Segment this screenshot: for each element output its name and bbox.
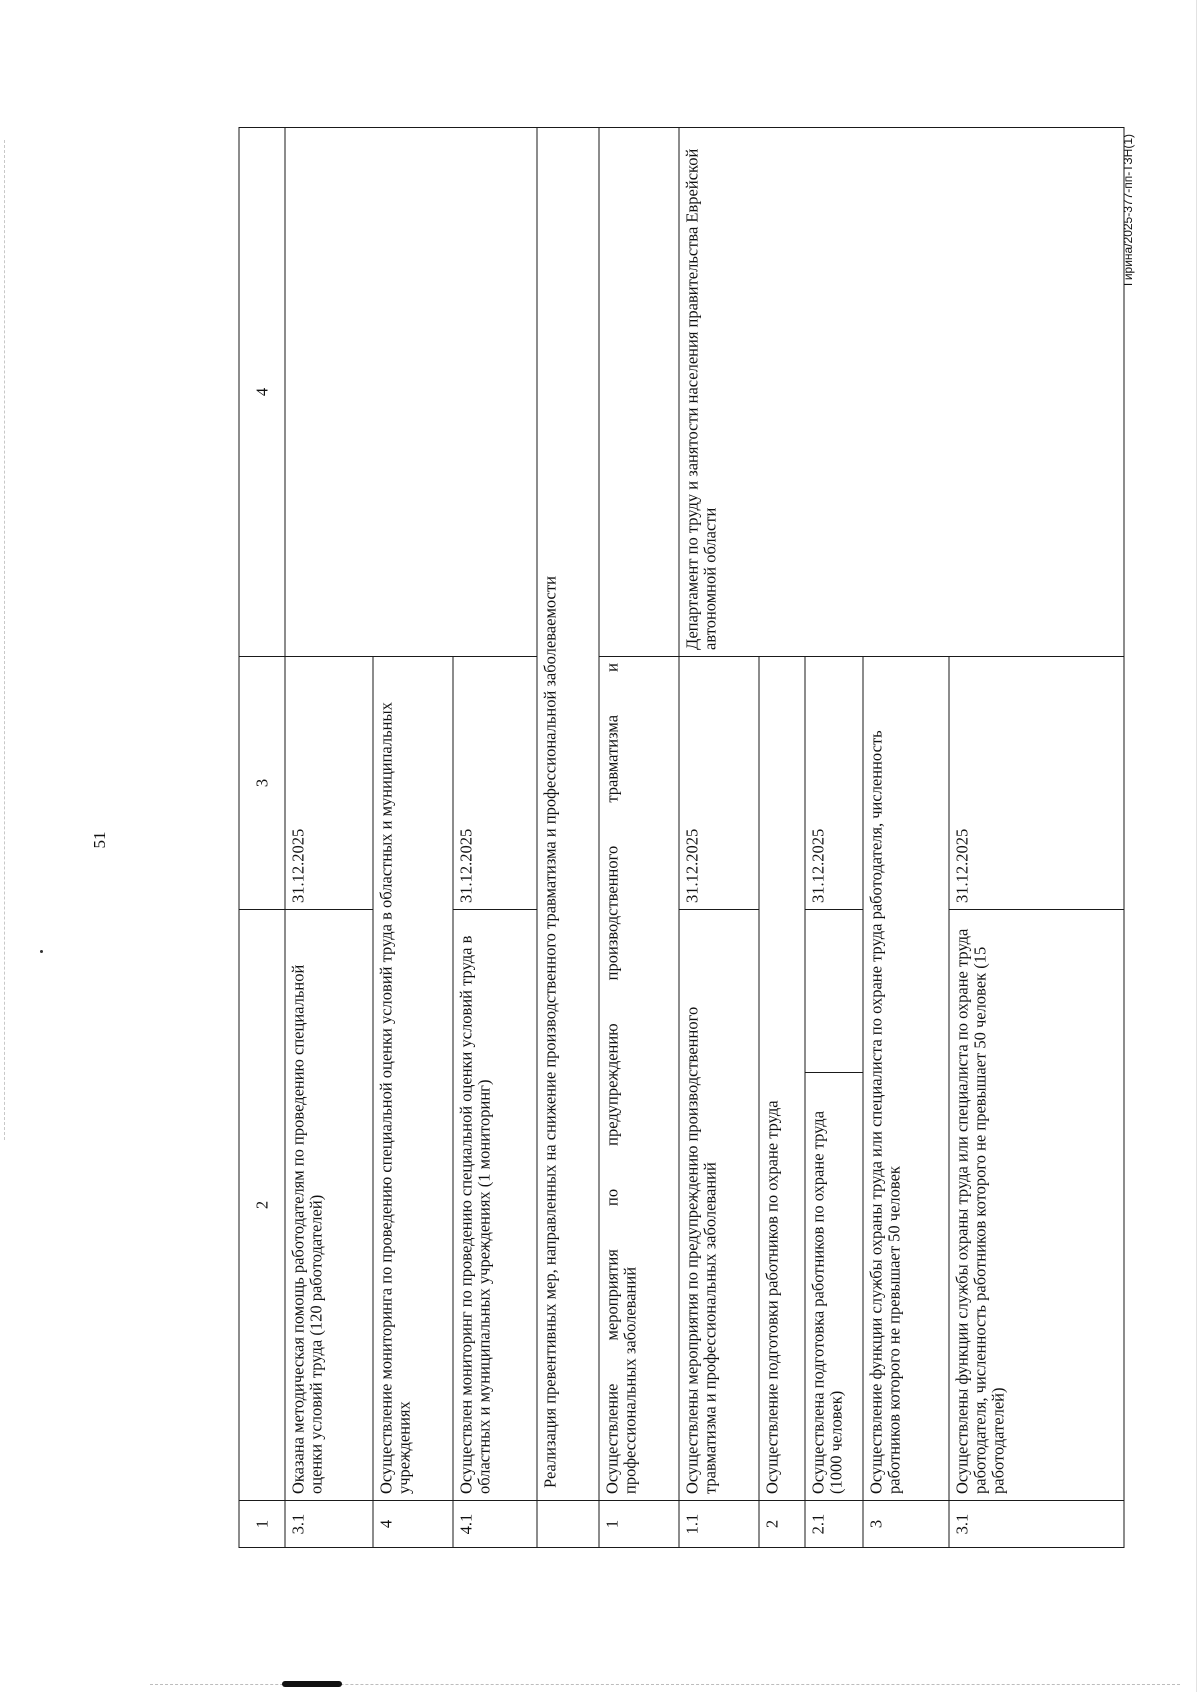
scan-edge-right xyxy=(1196,0,1197,1692)
table-row xyxy=(679,128,759,1548)
row-description: Оказана методическая помощь работодателям по проведению специальной оценки условий труда (120 работодателей) xyxy=(285,910,373,1501)
section-title: Реализация превентивных мер, направленных на снижение производственного травматизма и профессиональной заболеваемости xyxy=(537,128,599,1501)
row-description: Осуществление мониторинга по проведению специальной оценки условий труда в областных и муниципальных учреждениях xyxy=(373,657,453,1501)
row-deadline: 31.12.2025 xyxy=(679,657,759,910)
row-description: Осуществление подготовки работников по охране труда xyxy=(759,657,805,1501)
row-number: 1.1 xyxy=(679,1501,759,1548)
row-description: Осуществлены функции службы охраны труда или специалиста по охране труда работодателя, численность работников которого не превышает 50 человек (15 работодателей) xyxy=(949,910,1124,1501)
header-col-1: 1 xyxy=(239,1501,285,1548)
row-subcell-empty xyxy=(805,910,863,1073)
table-row xyxy=(285,128,373,1548)
row-number xyxy=(537,1501,599,1548)
row-deadline: 31.12.2025 xyxy=(949,657,1124,910)
table-header-row xyxy=(239,128,285,1548)
activities-table xyxy=(239,127,1125,1548)
scan-speck xyxy=(40,950,43,953)
section-row xyxy=(537,128,599,1548)
document-code: Гирина/2025-377-пп-ТЗН(1) xyxy=(1121,133,1135,287)
header-col-2: 2 xyxy=(239,910,285,1501)
row-deadline: 31.12.2025 xyxy=(285,657,373,910)
row-description xyxy=(599,657,679,1501)
row-number: 3.1 xyxy=(949,1501,1124,1548)
row-number: 2.1 xyxy=(805,1501,863,1548)
row-description-line-2: профессиональных заболеваний xyxy=(620,1266,640,1494)
scan-edge-left xyxy=(4,140,5,1140)
scan-blot xyxy=(282,1681,342,1687)
row-number: 3.1 xyxy=(285,1501,373,1548)
page-number: 51 xyxy=(90,831,109,849)
row-description: Осуществлена подготовка работников по охране труда (1000 человек) xyxy=(805,1073,863,1501)
row-description: Осуществлены мероприятия по предупреждению производственного травматизма и профессиональных заболеваний xyxy=(679,910,759,1501)
row-number: 4.1 xyxy=(453,1501,537,1548)
document-table-frame xyxy=(239,128,1124,1548)
row-number: 3 xyxy=(863,1501,949,1548)
table-row xyxy=(599,128,679,1548)
row-executor-empty xyxy=(285,128,537,657)
row-number: 4 xyxy=(373,1501,453,1548)
row-executor-empty xyxy=(599,128,679,657)
row-deadline: 31.12.2025 xyxy=(453,657,537,910)
row-number: 2 xyxy=(759,1501,805,1548)
row-number: 1 xyxy=(599,1501,679,1548)
row-description-line-1: Осуществление мероприятия по предупреждению производственного травматизма и xyxy=(602,663,622,1494)
row-executor: Департамент по труду и занятости населения правительства Еврейской автономной области xyxy=(679,128,1124,657)
row-deadline: 31.12.2025 xyxy=(805,657,863,910)
row-description: Осуществление функции службы охраны труда или специалиста по охране труда работодателя, численность работников которого не превышает 50 человек xyxy=(863,657,949,1501)
header-col-4: 4 xyxy=(239,128,285,657)
header-col-3: 3 xyxy=(239,657,285,910)
row-description: Осуществлен мониторинг по проведению специальной оценки условий труда в областных и муниципальных учреждениях (1 мониторинг) xyxy=(453,910,537,1501)
